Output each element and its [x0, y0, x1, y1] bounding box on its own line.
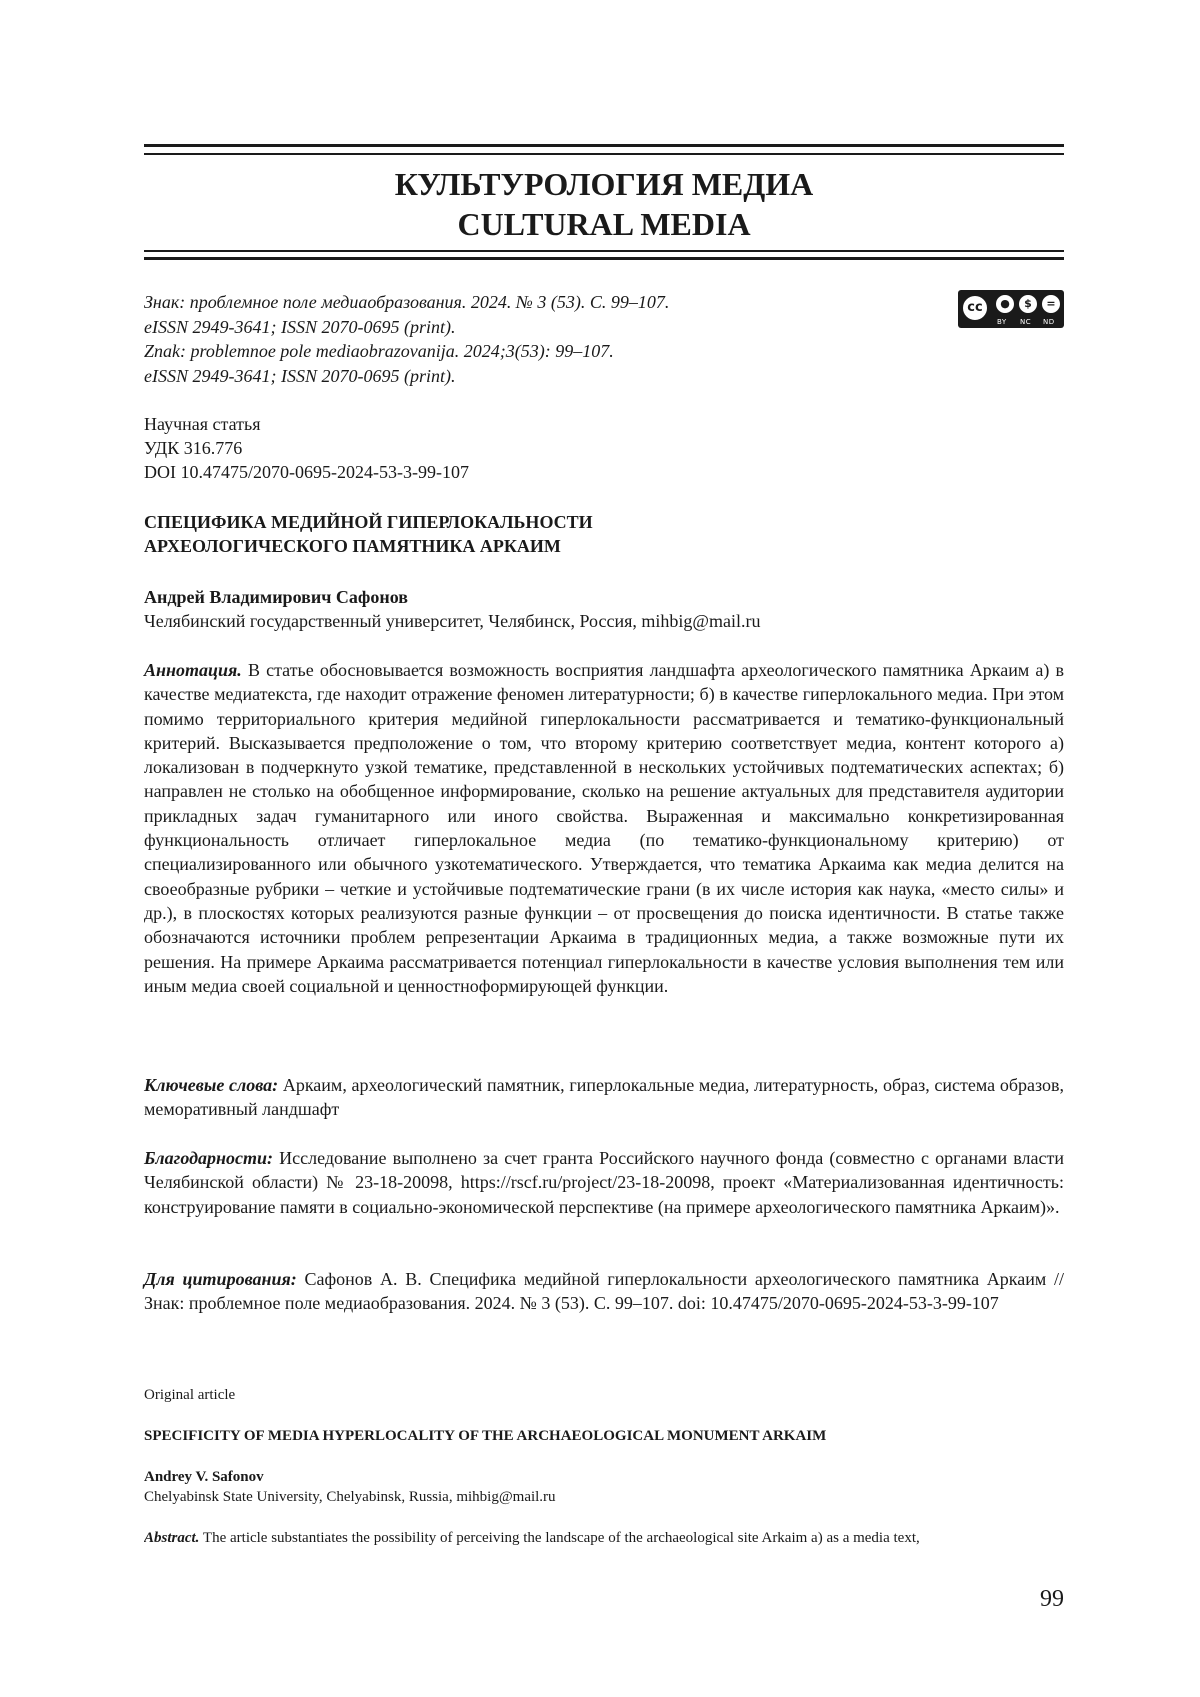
by-label: BY — [997, 318, 1007, 326]
keywords-ru — [144, 1073, 1064, 1122]
cc-icon: cc — [961, 294, 989, 322]
article-title-line: АРХЕОЛОГИЧЕСКОГО ПАМЯТНИКА АРКАИМ — [144, 536, 561, 556]
abstract-en — [144, 1528, 1064, 1548]
top-rule-thin — [144, 153, 1064, 155]
article-type-en: Original article — [144, 1387, 236, 1403]
author-name-en: Andrey V. Safonov — [144, 1469, 264, 1485]
acknowledgments-label: Благодарности: — [144, 1148, 273, 1168]
article-title-line: СПЕЦИФИКА МЕДИЙНОЙ ГИПЕРЛОКАЛЬНОСТИ — [144, 512, 593, 532]
citation-line: Знак: проблемное поле медиаобразования. 2024. № 3 (53). С. 99–107. — [144, 292, 670, 312]
nd-label: ND — [1043, 318, 1055, 326]
citation-ru — [144, 1267, 1064, 1316]
abstract-label: Аннотация. — [144, 660, 242, 680]
article-type: Научная статья — [144, 414, 261, 434]
bottom-rule-thin — [144, 250, 1064, 252]
page-number: 99 — [1040, 1586, 1064, 1612]
author-name-ru: Андрей Владимирович Сафонов — [144, 587, 408, 607]
article-meta — [144, 412, 469, 484]
section-title — [144, 164, 1064, 244]
bottom-rule-thick — [144, 257, 1064, 260]
abstract-en-label: Abstract. — [144, 1530, 200, 1546]
abstract-ru — [144, 658, 1064, 998]
keywords-text: Аркаим, археологический памятник, гиперлокальные медиа, литературность, образ, система образов, меморативный ландшафт — [144, 1075, 1064, 1120]
nc-label: NC — [1020, 318, 1032, 326]
abstract-text: В статье обосновывается возможность восприятия ландшафта археологического памятника Аркаим а) в качестве медиатекста, где находит отражение феномен литературности; б) в качестве гиперлокального медиа. При этом помимо территориального критерия медийной гиперлокальности рассматривается и тематико-функциональный критерий. Высказывается предположение о том, что второму критерию соответствует медиа, контент которого а) локализован в подчеркнуто узкой тематике, представленной в нескольких устойчивых подтематических аспектах; б) направлен не столько на обобщенное информирование, сколько на решение актуальных для представителя аудитории прикладных задач гуманитарного или иного свойства. Выраженная и максимально конкретизированная функциональность отличает гиперлокальное медиа (по тематико-функциональному критерию) от специализированного или обычного узкотематического. Утверждается, что тематика Аркаима как медиа делится на своеобразные рубрики – четкие и устойчивые подтематические грани (в их числе история как наука, «место силы» и др.), в плоскостях которых реализуются разные функции – от просвещения до поиска идентичности. В статье также обозначаются источники проблем репрезентации Аркаима в традиционных медиа, а также возможные пути их решения. На примере Аркаима рассматривается потенциал гиперлокальности в качестве условия выполнения тем или иным медиа своей социальной и ценностноформирующей функции. — [144, 660, 1065, 996]
doi: DOI 10.47475/2070-0695-2024-53-3-99-107 — [144, 462, 469, 482]
citation-line: eISSN 2949-3641; ISSN 2070-0695 (print). — [144, 365, 456, 386]
nd-equals-icon: = — [1040, 293, 1062, 315]
author-affiliation-en: Chelyabinsk State University, Chelyabinsk, Russia, mihbig@mail.ru — [144, 1489, 556, 1505]
acknowledgments-ru — [144, 1146, 1064, 1219]
citation-line: eISSN 2949-3641; ISSN 2070-0695 (print). — [144, 316, 456, 337]
journal-page — [144, 0, 1064, 1697]
citation-line: Znak: problemnoe pole mediaobrazovanija. 2024;3(53): 99–107. — [144, 341, 614, 361]
nc-dollar-icon: $ — [1017, 293, 1039, 315]
keywords-label: Ключевые слова: — [144, 1075, 279, 1095]
article-title-en: SPECIFICITY OF MEDIA HYPERLOCALITY OF THE ARCHAEOLOGICAL MONUMENT ARKAIM — [144, 1428, 827, 1444]
by-person-icon: ● — [994, 293, 1016, 315]
citation-label: Для цитирования: — [144, 1269, 297, 1289]
article-title-ru — [144, 510, 593, 558]
abstract-en-text: The article substantiates the possibility of perceiving the landscape of the archaeological site Arkaim a) as a media text, — [202, 1530, 920, 1546]
section-title-ru: КУЛЬТУРОЛОГИЯ МЕДИА — [394, 166, 814, 202]
section-title-en: CULTURAL MEDIA — [457, 206, 751, 242]
author-affiliation-ru: Челябинский государственный университет, Челябинск, Россия, mihbig@mail.ru — [144, 611, 761, 631]
citation-text: Сафонов А. В. Специфика медийной гиперлокальности археологического памятника Аркаим // Знак: проблемное поле медиаобразования. 2024. № 3 (53). С. 99–107. doi: 10.47475/2070-0695-2024-53-3-99-107 — [144, 1269, 1065, 1314]
acknowledgments-text: Исследование выполнено за счет гранта Российского научного фонда (совместно с органами власти Челябинской области) № 23-18-20098, https://rscf.ru/project/23-18-20098, проект «Материализованная идентичность: конструирование памяти в социально-экономической перспективе (на примере археологического памятника Аркаим)». — [144, 1148, 1064, 1217]
cc-license-badge[interactable] — [958, 290, 1064, 328]
journal-citation-header — [144, 290, 844, 388]
top-rule-thick — [144, 144, 1064, 147]
udk: УДК 316.776 — [144, 438, 243, 458]
